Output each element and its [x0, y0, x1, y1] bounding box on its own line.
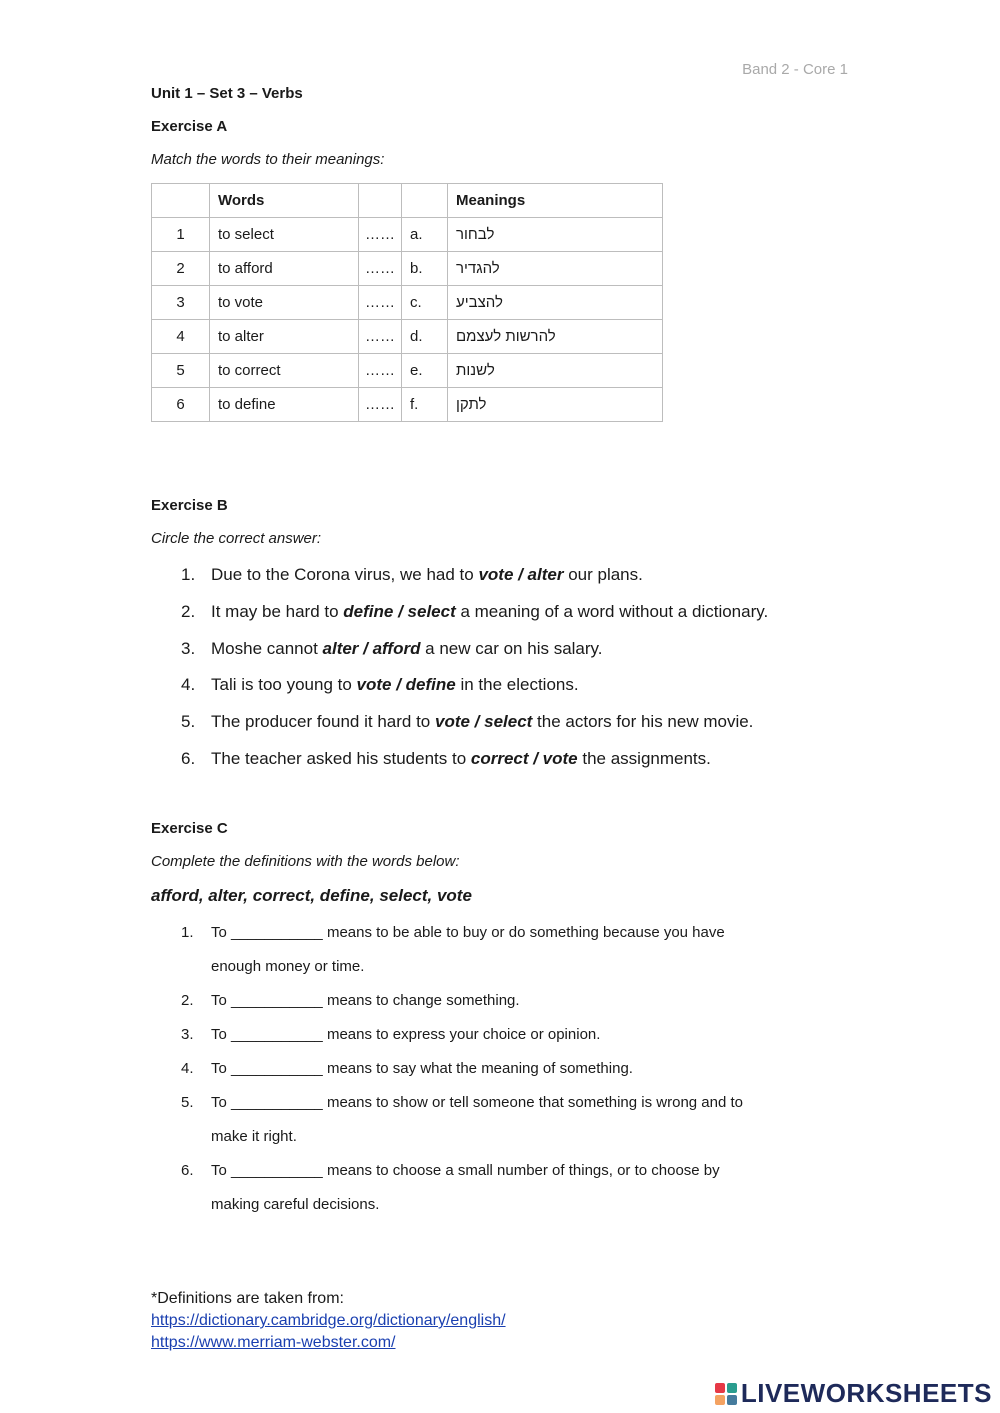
sentence-end: the assignments.	[577, 748, 711, 768]
header-band-label: Band 2 - Core 1	[742, 61, 848, 78]
definition-line[interactable]: To ___________ means to be able to buy or do something because you have	[211, 924, 725, 941]
answer-blank[interactable]: ……	[359, 252, 402, 286]
definition-line-continued: making careful decisions.	[211, 1196, 380, 1213]
list-item	[181, 1052, 743, 1086]
item-number: 2.	[181, 992, 194, 1009]
sentence-end: a new car on his salary.	[420, 638, 603, 658]
row-meaning: להגדיר	[448, 252, 663, 286]
answer-choice[interactable]: define / select	[343, 601, 456, 621]
sentence-end: a meaning of a word without a dictionary.	[455, 601, 769, 621]
header-dots-cell	[359, 184, 402, 218]
row-word: to afford	[210, 252, 359, 286]
row-meaning: להרשות לעצמם	[448, 320, 663, 354]
table-row	[152, 286, 663, 320]
exercise-b-instruction: Circle the correct answer:	[151, 530, 322, 547]
row-number: 3	[152, 286, 210, 320]
answer-blank[interactable]: ……	[359, 218, 402, 252]
footer-note: *Definitions are taken from:	[151, 1290, 344, 1307]
item-number: 5.	[181, 712, 196, 732]
sentence-start: Due to the Corona virus, we had to	[211, 565, 479, 584]
definition-line-continued: make it right.	[211, 1128, 297, 1145]
item-number: 4.	[181, 1060, 194, 1077]
sentence-end: the actors for his new movie.	[532, 712, 754, 732]
merriam-webster-link[interactable]: https://www.merriam-webster.com/	[151, 1334, 396, 1351]
item-number: 4.	[181, 675, 196, 695]
exercise-b-list	[181, 564, 768, 785]
header-num-cell	[152, 184, 210, 218]
row-letter: d.	[402, 320, 448, 354]
row-meaning: להצביע	[448, 286, 663, 320]
logo-text: LIVEWORKSHEETS	[740, 1378, 992, 1408]
page-title: Unit 1 – Set 3 – Verbs	[151, 85, 303, 102]
row-number: 4	[152, 320, 210, 354]
answer-blank[interactable]: ……	[359, 286, 402, 320]
exercise-c-list	[181, 916, 743, 1222]
row-letter: a.	[402, 218, 448, 252]
table-row	[152, 354, 663, 388]
answer-choice[interactable]: alter / afford	[322, 638, 421, 658]
row-meaning: לשנות	[448, 354, 663, 388]
row-meaning: לבחור	[448, 218, 663, 252]
answer-blank[interactable]: ……	[359, 320, 402, 354]
row-number: 6	[152, 388, 210, 422]
header-letter-cell	[402, 184, 448, 218]
exercise-c-heading: Exercise C	[151, 820, 228, 837]
row-number: 2	[152, 252, 210, 286]
row-word: to define	[210, 388, 359, 422]
cambridge-link[interactable]: https://dictionary.cambridge.org/dictionary/english/	[151, 1312, 506, 1329]
item-number: 5.	[181, 1094, 194, 1111]
list-item	[181, 711, 768, 748]
row-number: 1	[152, 218, 210, 252]
sentence-end: our plans.	[563, 565, 643, 584]
table-row	[152, 320, 663, 354]
answer-choice[interactable]: vote / select	[434, 712, 533, 732]
item-number: 1.	[181, 924, 194, 941]
row-word: to vote	[210, 286, 359, 320]
answer-blank[interactable]: ……	[359, 354, 402, 388]
item-number: 2.	[181, 601, 196, 621]
exercise-a-heading: Exercise A	[151, 118, 228, 135]
list-item	[181, 674, 768, 711]
row-word: to correct	[210, 354, 359, 388]
table-header-row	[152, 184, 663, 218]
answer-choice[interactable]: vote / define	[356, 675, 456, 695]
exercise-b-heading: Exercise B	[151, 497, 228, 514]
item-number: 3.	[181, 1026, 194, 1043]
definition-line[interactable]: To ___________ means to show or tell someone that something is wrong and to	[211, 1094, 744, 1111]
logo-mark-icon	[715, 1383, 737, 1405]
list-item	[181, 1018, 743, 1052]
header-meanings: Meanings	[448, 184, 663, 218]
list-item	[181, 1086, 743, 1154]
table-row	[152, 218, 663, 252]
list-item	[181, 601, 768, 638]
item-number: 6.	[181, 748, 196, 768]
definition-line-continued: enough money or time.	[211, 958, 365, 975]
sentence-end: in the elections.	[455, 675, 579, 695]
list-item	[181, 984, 743, 1018]
exercise-a-instruction: Match the words to their meanings:	[151, 151, 385, 168]
sentence-start: The producer found it hard to	[211, 712, 435, 732]
word-bank: afford, alter, correct, define, select, vote	[151, 886, 472, 905]
header-words: Words	[210, 184, 359, 218]
definition-line[interactable]: To ___________ means to choose a small number of things, or to choose by	[211, 1162, 720, 1179]
definition-line[interactable]: To ___________ means to express your choice or opinion.	[211, 1026, 601, 1043]
item-number: 3.	[181, 638, 196, 658]
row-word: to alter	[210, 320, 359, 354]
liveworksheets-logo[interactable]	[715, 1378, 992, 1409]
list-item	[181, 638, 768, 675]
table-row	[152, 388, 663, 422]
answer-blank[interactable]: ……	[359, 388, 402, 422]
row-letter: c.	[402, 286, 448, 320]
item-number: 6.	[181, 1162, 194, 1179]
matching-table	[151, 183, 663, 422]
sentence-start: Moshe cannot	[211, 638, 323, 658]
definition-line[interactable]: To ___________ means to say what the meaning of something.	[211, 1060, 633, 1077]
item-number: 1.	[181, 565, 196, 584]
sentence-start: The teacher asked his students to	[211, 748, 471, 768]
list-item	[181, 748, 768, 785]
sentence-start: Tali is too young to	[211, 675, 357, 695]
row-word: to select	[210, 218, 359, 252]
sentence-start: It may be hard to	[211, 601, 344, 621]
footer-sources	[151, 1288, 506, 1354]
answer-choice[interactable]: vote / alter	[478, 565, 564, 584]
exercise-c-instruction: Complete the definitions with the words below:	[151, 853, 460, 870]
row-number: 5	[152, 354, 210, 388]
answer-choice[interactable]: correct / vote	[470, 748, 578, 768]
definition-line[interactable]: To ___________ means to change something.	[211, 992, 520, 1009]
row-meaning: לתקן	[448, 388, 663, 422]
row-letter: e.	[402, 354, 448, 388]
row-letter: f.	[402, 388, 448, 422]
list-item	[181, 916, 743, 984]
list-item	[181, 564, 768, 601]
row-letter: b.	[402, 252, 448, 286]
list-item	[181, 1154, 743, 1222]
table-row	[152, 252, 663, 286]
